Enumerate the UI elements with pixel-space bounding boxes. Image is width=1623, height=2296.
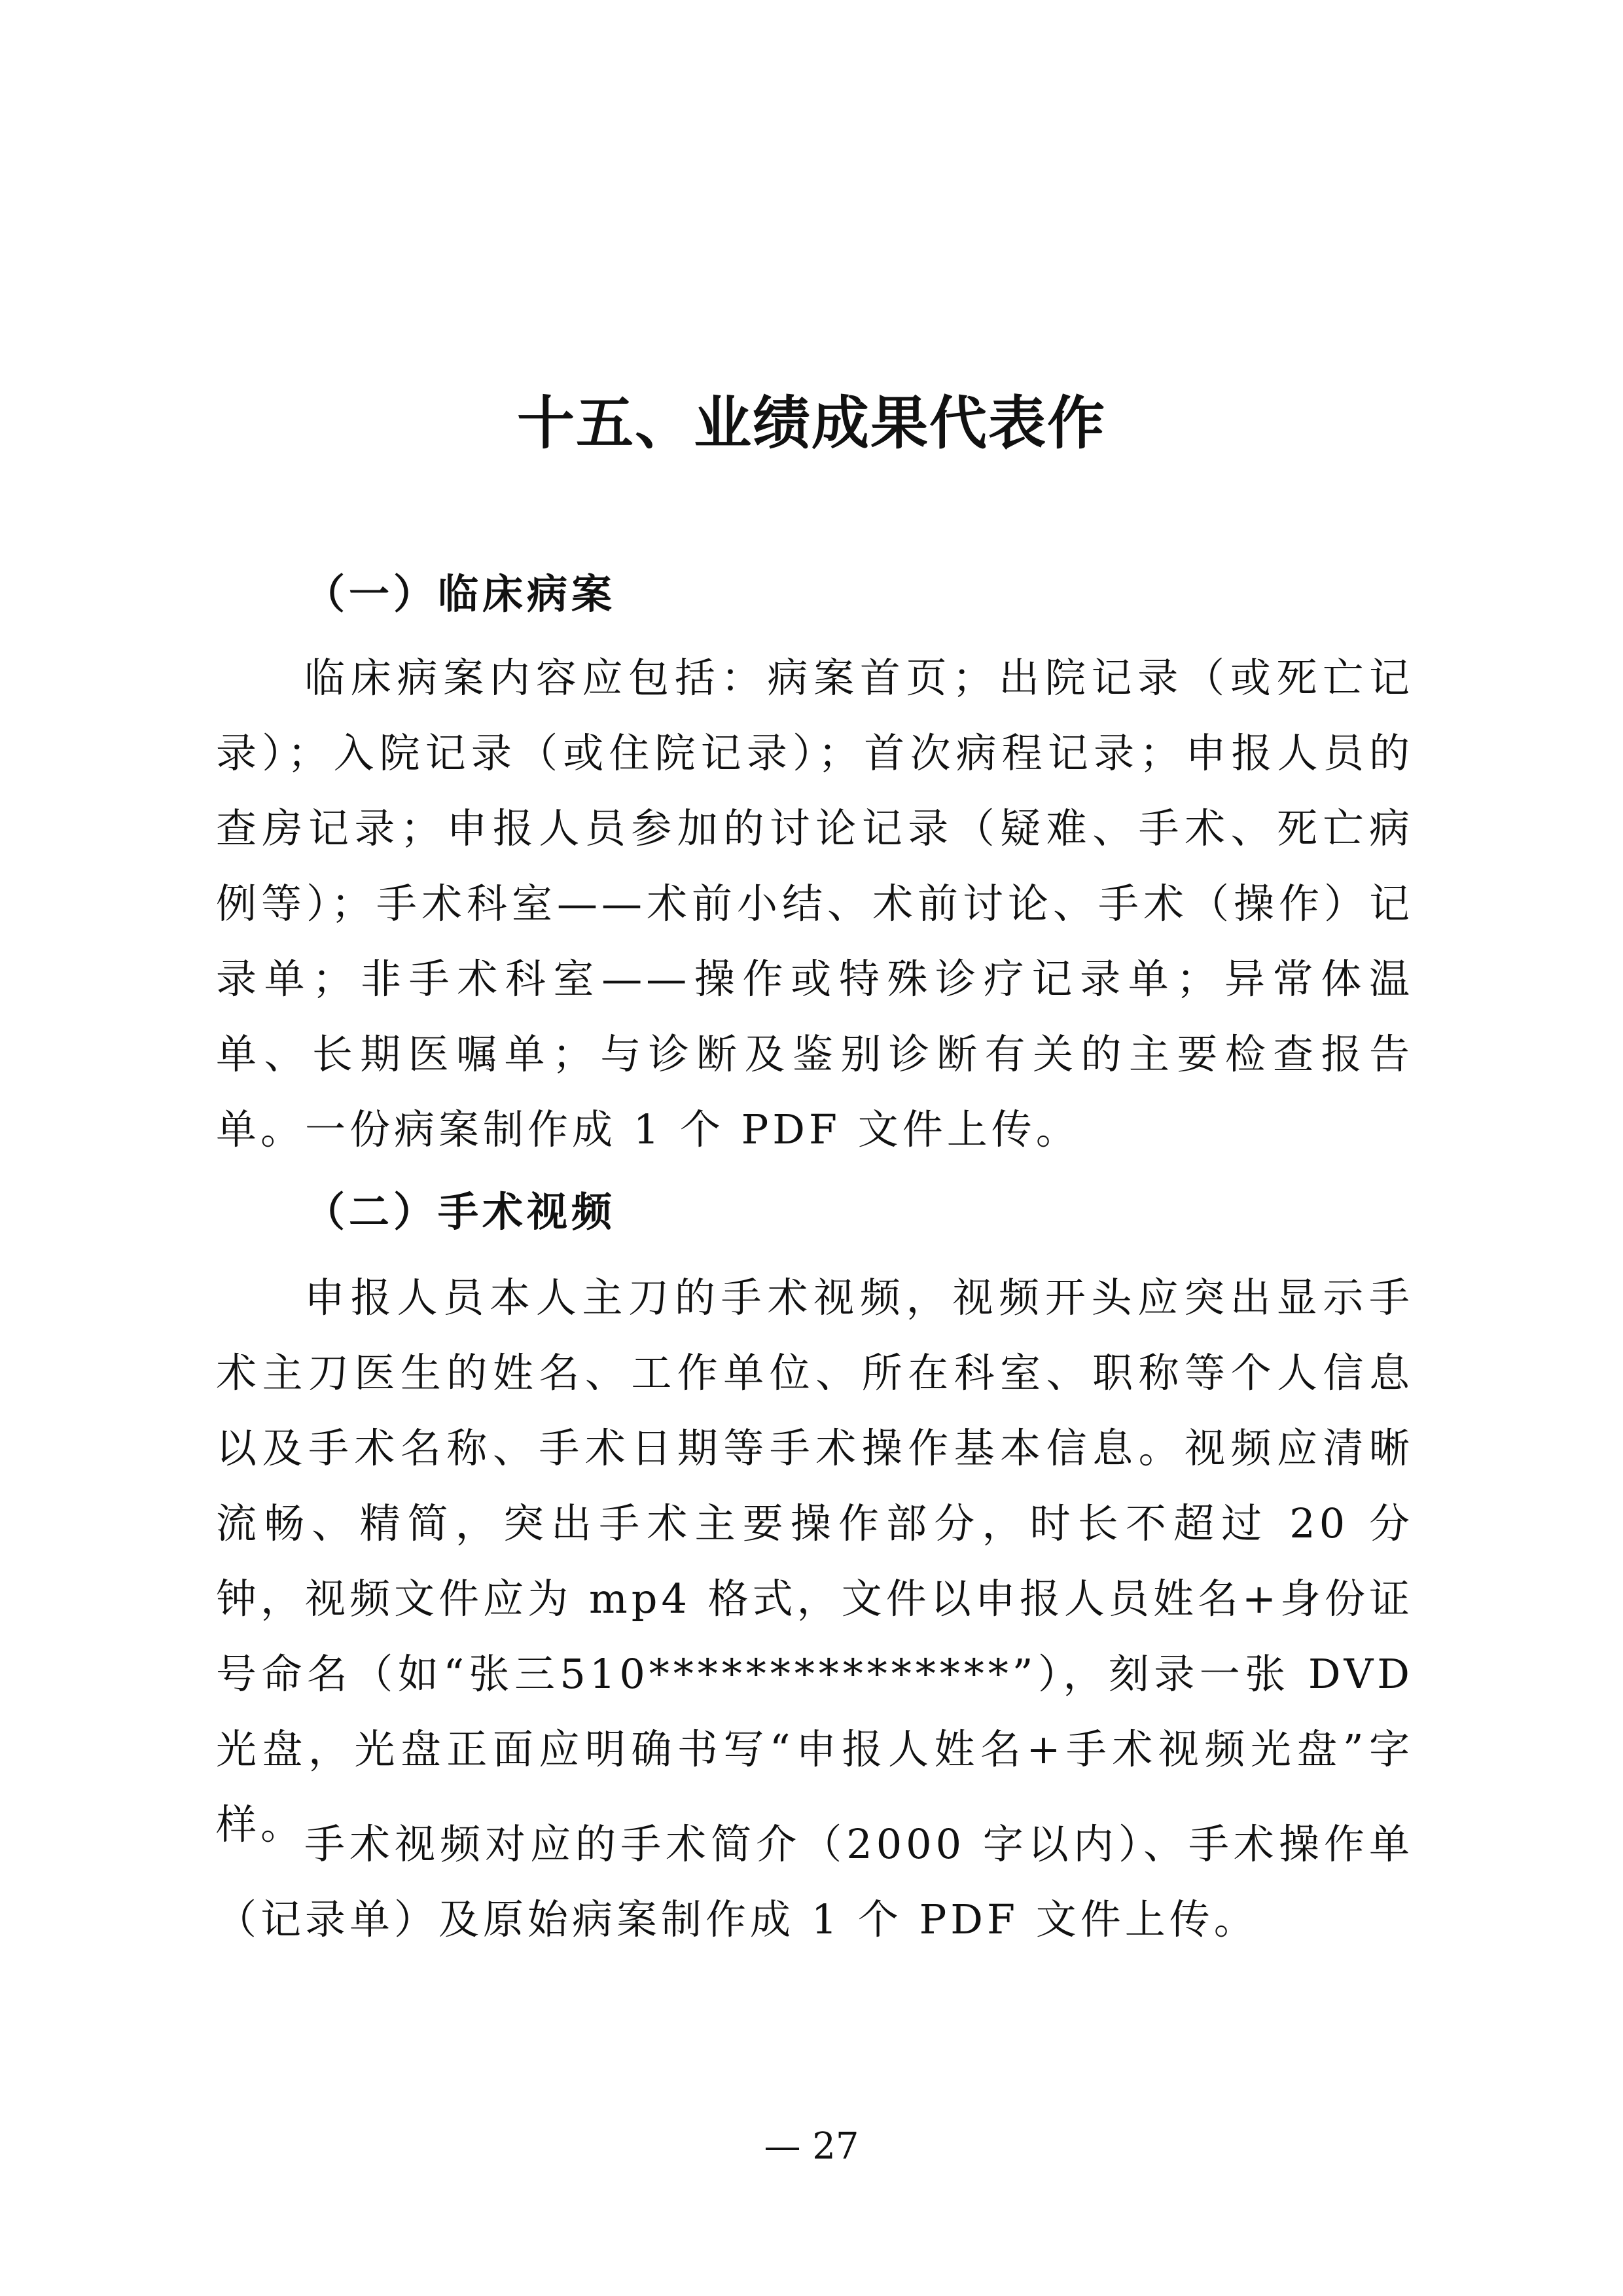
page-title: 十五、业绩成果代表作 — [516, 389, 1106, 457]
paragraph-surgery-summary: 手术视频对应的手术简介（2000 字以内）、手术操作单（记录单）及原始病案制作成 1 个 PDF 文件上传。 — [216, 1820, 1414, 1943]
section-heading-surgery-video: （二）手术视频 — [304, 1188, 616, 1236]
page-number: — 27 — [764, 2125, 859, 2168]
paragraph-clinical-records: 临床病案内容应包括：病案首页；出院记录（或死亡记录）；入院记录（或住院记录）；首次病程记录；申报人员的查房记录；申报人员参加的讨论记录（疑难、手术、死亡病例等）；手术科室——术前小结、术前讨论、手术（操作）记录单；非手术科室——操作或特殊诊疗记录单；异常体温单、长期医嘱单；与诊断及鉴别诊断有关的主要检查报告单。一份病案制作成 1 个 PDF 文件上传。 — [216, 654, 1414, 1153]
section-heading-clinical-records: （一）临床病案 — [304, 570, 616, 618]
paragraph-surgery-video: 申报人员本人主刀的手术视频，视频开头应突出显示手术主刀医生的姓名、工作单位、所在科室、职称等个人信息以及手术名称、手术日期等手术操作基本信息。视频应清晰流畅、精简，突出手术主要操作部分，时长不超过 20 分钟，视频文件应为 mp4 格式，文件以申报人员姓名+身份证号命名（如“张三510***************”），刻录一张 DVD 光盘，光盘正面应明确书写“申报人姓名+手术视频光盘”字样。 — [216, 1274, 1414, 1848]
